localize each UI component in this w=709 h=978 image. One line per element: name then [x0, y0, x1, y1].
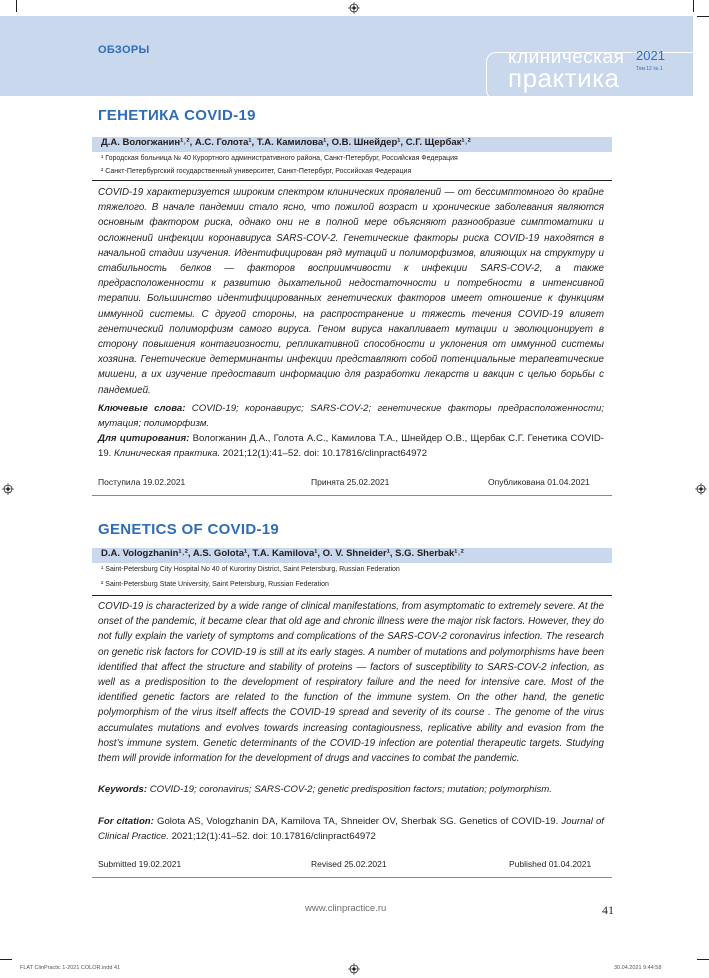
en-citation-journal: Journal of Clinical Practice. — [98, 816, 604, 842]
section-label: ОБЗОРЫ — [98, 44, 150, 56]
crop-mark — [697, 16, 709, 17]
journal-logo-line1: клиническая — [508, 47, 625, 68]
journal-logo-year: 2021 — [636, 48, 665, 63]
ru-affiliation-1: ¹ Городская больница № 40 Курортного административного района, Санкт-Петербург, Российская Федерация — [101, 155, 458, 162]
en-citation-label: For citation: — [98, 816, 154, 827]
divider — [92, 877, 612, 878]
journal-logo-volume: Том 12 № 1 — [636, 66, 663, 72]
ru-citation — [98, 432, 604, 461]
en-keywords-label: Keywords: — [98, 784, 148, 795]
en-keywords — [98, 783, 604, 798]
registration-mark-icon — [695, 483, 707, 495]
slug-date: 30.04.2021 9:44:58 — [614, 965, 662, 971]
en-citation-tail: 2021;12(1):41–52. doi: 10.17816/clinpract64972 — [171, 830, 376, 842]
en-affiliation-1: ¹ Saint-Petersburg City Hospital No 40 of Kurortny District, Saint Petersburg, Russian Federation — [101, 566, 400, 573]
ru-abstract: COVID-19 характеризуется широким спектром клинических проявлений — от бессимптомного до крайне тяжелого. В начале пандемии стало ясно, что пожилой возраст и хронические заболевания являются основным фактором риска, однако они не в полной мере объясняют разнообразие симптоматики и осложнений инфекции коронавируса SARS-COV-2. Генетические факторы риска COVID-19 находятся в начальной стадии изучения. Идентифицирован ряд мутаций и полиморфизмов, влияющих на структуру и стабильность белков — факторов восприимчивости к инфекции SARS-COV-2, а также предрасположенности к развитию дыхательной недостаточности и потребности в интенсивной терапии. Большинство идентифицированных генетических факторов имеет отношение к функциям иммунной системы. С другой стороны, на распространение и тяжесть течения COVID-19 влияет генетический полиморфизм самого вируса. Геном вируса накапливает мутации и эволюционирует в сторону повышения контагиозности, репликативной способности и уклонения от иммунной системы хозяина. Генетические детерминанты инфекции представляют собой потенциальные терапевтические мишени, а их изучение предоставит информацию для разработки лекарств и вакцин с целью борьбы с пандемией. — [98, 187, 604, 396]
en-abstract: COVID-19 is characterized by a wide range of clinical manifestations, from asymptomatic to extremely severe. At the onset of the pandemic, it became clear that old age and chronic illness were the major risk factors. However, they do not fully explain the variety of symptoms and complications of the SARS-COV-2 coronavirus infection. The research on genetic risk factors for COVID-19 is still at its early stages. A number of mutations and polymorphisms have been identified that affect the structure and stability of proteins — factors of susceptibility to SARS-COV-2 infection, as well as a predisposition to the development of respiratory failure and the need for intensive care. Most of the identified genetic factors are related to the function of the immune system. On the other hand, the genetic polymorphism of the virus itself affects the COVID-19 spread and severity of its course . The genome of the virus accumulates mutations and evolves towards increasing contagiousness, replicative ability and evasion from the host’s immune system. Genetic determinants of the COVID-19 infection are potential therapeutic targets. Studying them will provide information for the development of drugs and vaccines to combat the pandemic. — [98, 601, 604, 765]
ru-published-date: Опубликована 01.04.2021 — [488, 477, 590, 487]
en-citation-text: Golota AS, Vologzhanin DA, Kamilova TA, Shneider OV, Sherbak SG. Genetics of COVID-19. — [156, 816, 559, 827]
ru-keywords-text: COVID-19; коронавирус; SARS-COV-2; генетические факторы предрасположенности; мутация; полиморфизм. — [98, 403, 605, 429]
ru-affiliation-2: ² Санкт-Петербургский государственный университет, Санкт-Петербург, Российская Федерация — [101, 168, 412, 175]
ru-citation-label: Для цитирования: — [98, 433, 190, 444]
journal-logo-line2: практика — [508, 63, 620, 93]
registration-mark-icon — [2, 483, 14, 495]
registration-mark-icon — [348, 2, 360, 14]
ru-accepted-date: Принята 25.02.2021 — [311, 477, 390, 487]
divider — [92, 595, 612, 596]
divider — [92, 180, 612, 181]
crop-mark — [16, 0, 17, 12]
ru-title: ГЕНЕТИКА COVID-19 — [98, 107, 256, 124]
crop-mark — [697, 959, 709, 960]
ru-citation-text: Вологжанин Д.А., Голота А.С., Камилова Т.А., Шнейдер О.В., Щербак С.Г. Генетика COVID-19. — [98, 433, 605, 459]
ru-citation-journal: Клиническая практика. — [114, 447, 221, 459]
en-authors: D.A. Vologzhanin¹˒², A.S. Golota¹, T.A. Kamilova¹, O. V. Shneider¹, S.G. Sherbak¹˒² — [101, 548, 464, 559]
ru-keywords-label: Ключевые слова: — [98, 403, 186, 414]
en-published-date: Published 01.04.2021 — [509, 859, 592, 869]
crop-mark — [693, 0, 694, 12]
en-affiliation-2: ² Saint-Petersburg State University, Saint Petersburg, Russian Federation — [101, 581, 329, 588]
slug-filename: FLAT ClinPractic 1-2021 COLOR.indd 41 — [20, 965, 121, 971]
divider — [92, 495, 612, 496]
ru-authors: Д.А. Вологжанин¹˒², А.С. Голота¹, Т.А. Камилова¹, О.В. Шнейдер¹, С.Г. Щербак¹˒² — [101, 137, 471, 148]
footer-url[interactable]: www.clinpractice.ru — [305, 903, 387, 914]
en-citation — [98, 815, 604, 844]
crop-mark — [0, 959, 12, 960]
en-keywords-text: COVID-19; coronavirus; SARS-COV-2; genetic predisposition factors; mutation; polymorphism. — [149, 784, 552, 795]
en-title: GENETICS OF COVID-19 — [98, 521, 280, 538]
registration-mark-icon — [348, 963, 360, 975]
ru-received-date: Поступила 19.02.2021 — [98, 477, 186, 487]
ru-keywords — [98, 402, 604, 431]
en-submitted-date: Submitted 19.02.2021 — [98, 859, 182, 869]
ru-citation-tail: 2021;12(1):41–52. doi: 10.17816/clinpract64972 — [222, 447, 428, 459]
en-revised-date: Revised 25.02.2021 — [311, 859, 387, 869]
page-number: 41 — [602, 903, 614, 917]
